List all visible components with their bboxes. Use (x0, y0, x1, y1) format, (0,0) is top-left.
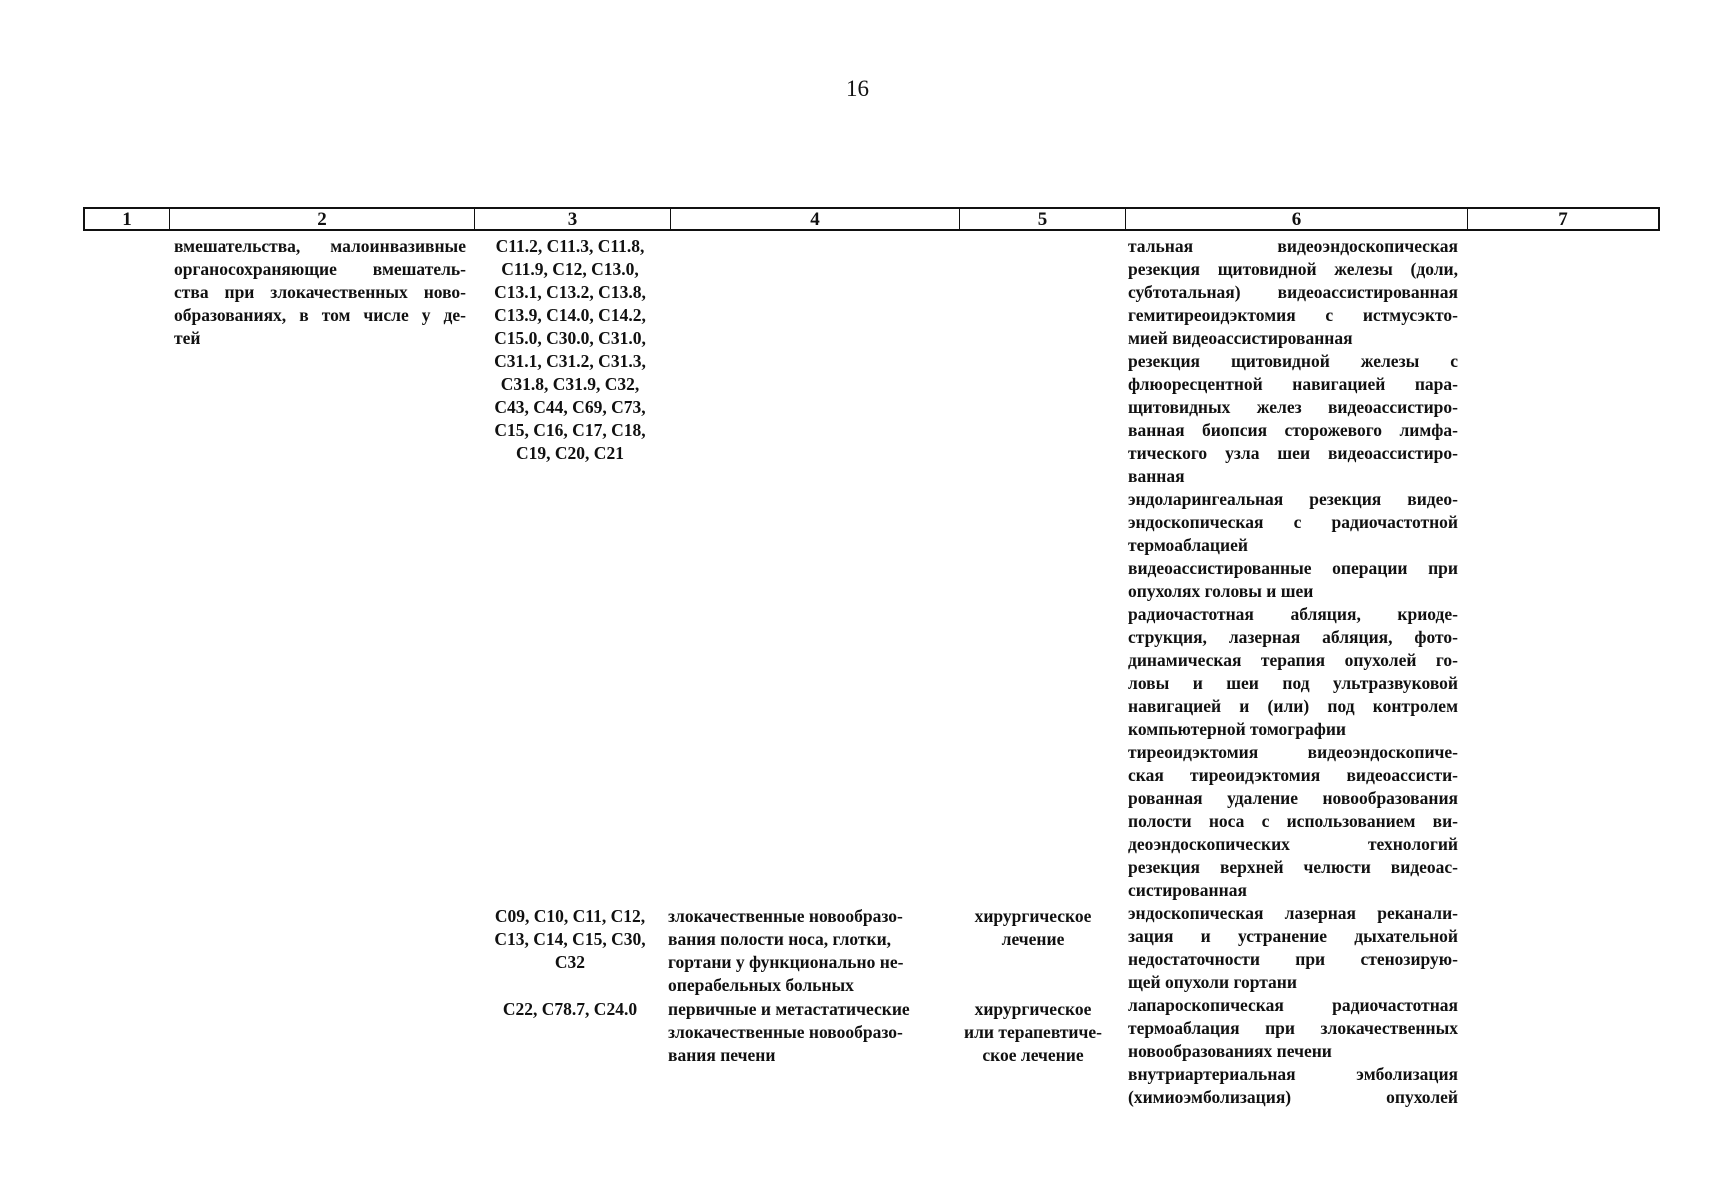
treatment-type-cell-liver (953, 998, 1113, 1067)
text-line: систированная (1128, 880, 1247, 900)
text-line: флюоресцентной навигацией пара- (1128, 374, 1458, 394)
column-number-2: 2 (170, 209, 475, 229)
text-line: струкция, лазерная абляция, фото- (1128, 627, 1458, 647)
column-number-3: 3 (475, 209, 671, 229)
text-line: резекция щитовидной железы с (1128, 351, 1458, 371)
treatment-methods-cell (1128, 235, 1458, 1109)
diagnosis-cell-airway (668, 905, 938, 997)
text-line: гортани у функционально не- (668, 952, 904, 972)
text-line: вания печени (668, 1045, 776, 1065)
text-line: C09, C10, C11, C12, (494, 906, 646, 926)
text-line: ловы и шеи под ультразвуковой (1128, 673, 1458, 693)
text-line: видеоассистированные операции при (1128, 558, 1458, 578)
text-line: деоэндоскопических технологий (1128, 834, 1458, 854)
text-line: полости носа с использованием ви- (1128, 811, 1458, 831)
text-line: органосохраняющие вмешатель- (174, 259, 466, 279)
text-line: C15, C16, C17, C18, (494, 420, 646, 440)
text-line: щитовидных желез видеоассистиро- (1128, 397, 1458, 417)
treatment-type-cell-airway (953, 905, 1113, 951)
text-line: субтотальная) видеоассистированная (1128, 282, 1458, 302)
text-line: гемитиреоидэктомия с истмусэкто- (1128, 305, 1458, 325)
text-line: щей опухоли гортани (1128, 972, 1297, 992)
icd-codes-cell (480, 235, 660, 465)
text-line: резекция щитовидной железы (доли, (1128, 259, 1458, 279)
text-line: C31.1, C31.2, C31.3, (494, 351, 646, 371)
text-line: злокачественные новообразо- (668, 1022, 903, 1042)
text-line: недостаточности при стенозирую- (1128, 949, 1458, 969)
text-line: резекция верхней челюсти видеоас- (1128, 857, 1458, 877)
text-line: ства при злокачественных ново- (174, 282, 466, 302)
table-header-row (83, 207, 1660, 231)
text-line: рованная удаление новообразования (1128, 788, 1458, 808)
text-line: C15.0, C30.0, C31.0, (494, 328, 646, 348)
text-line: ское лечение (982, 1045, 1084, 1065)
text-line: C22, C78.7, C24.0 (502, 999, 638, 1019)
text-line: первичные и метастатические (668, 999, 910, 1019)
text-line: эндоскопическая лазерная реканали- (1128, 903, 1458, 923)
text-line: радиочастотная абляция, криоде- (1128, 604, 1458, 624)
text-line: хирургическое (974, 906, 1092, 926)
text-line: вмешательства, малоинвазивные (174, 236, 466, 256)
text-line: эндоскопическая с радиочастотной (1128, 512, 1458, 532)
text-line: C32 (554, 952, 586, 972)
column-number-1: 1 (85, 209, 170, 229)
text-line: или терапевтиче- (964, 1022, 1102, 1042)
text-line: термоаблация при злокачественных (1128, 1018, 1458, 1038)
text-line: операбельных больных (668, 975, 854, 995)
intervention-type-cell (174, 235, 466, 350)
text-line: навигацией и (или) под контролем (1128, 696, 1458, 716)
text-line: ванная (1128, 466, 1185, 486)
column-number-5: 5 (960, 209, 1126, 229)
text-line: мией видеоассистированная (1128, 328, 1353, 348)
text-line: тей (174, 328, 201, 348)
text-line: C19, C20, C21 (516, 443, 624, 463)
column-number-7: 7 (1558, 209, 1568, 230)
text-line: внутриартериальная эмболизация (1128, 1064, 1458, 1084)
page-number: 16 (846, 76, 869, 101)
diagnosis-cell-liver (668, 998, 938, 1067)
text-line: хирургическое (974, 999, 1092, 1019)
text-line: C43, C44, C69, C73, (494, 397, 646, 417)
text-line: ванная биопсия сторожевого лимфа- (1128, 420, 1458, 440)
text-line: лечение (1001, 929, 1065, 949)
text-line: лапароскопическая радиочастотная (1128, 995, 1458, 1015)
text-line: компьютерной томографии (1128, 719, 1346, 739)
column-number-6: 6 (1126, 209, 1468, 229)
text-line: термоаблацией (1128, 535, 1248, 555)
text-line: C13, C14, C15, C30, (494, 929, 646, 949)
text-line: динамическая терапия опухолей го- (1128, 650, 1458, 670)
text-line: C31.8, C31.9, C32, (500, 374, 640, 394)
text-line: вания полости носа, глотки, (668, 929, 892, 949)
text-line: образованиях, в том числе у де- (174, 305, 466, 325)
text-line: эндоларингеальная резекция видео- (1128, 489, 1458, 509)
text-line: C11.9, C12, C13.0, (501, 259, 639, 279)
text-line: ская тиреоидэктомия видеоассисти- (1128, 765, 1458, 785)
icd-codes-cell-airway (480, 905, 660, 974)
column-number-4: 4 (671, 209, 960, 229)
icd-codes-cell-liver (480, 998, 660, 1021)
text-line: опухолях головы и шеи (1128, 581, 1314, 601)
text-line: новообразованиях печени (1128, 1041, 1332, 1061)
text-line: (химиоэмболизация) опухолей (1128, 1087, 1458, 1107)
text-line: C13.1, C13.2, C13.8, (494, 282, 646, 302)
text-line: C11.2, C11.3, C11.8, (495, 236, 645, 256)
text-line: тического узла шеи видеоассистиро- (1128, 443, 1458, 463)
text-line: злокачественные новообразо- (668, 906, 903, 926)
text-line: тиреоидэктомия видеоэндоскопиче- (1128, 742, 1458, 762)
text-line: зация и устранение дыхательной (1128, 926, 1458, 946)
text-line: C13.9, C14.0, C14.2, (494, 305, 646, 325)
text-line: тальная видеоэндоскопическая (1128, 236, 1458, 256)
